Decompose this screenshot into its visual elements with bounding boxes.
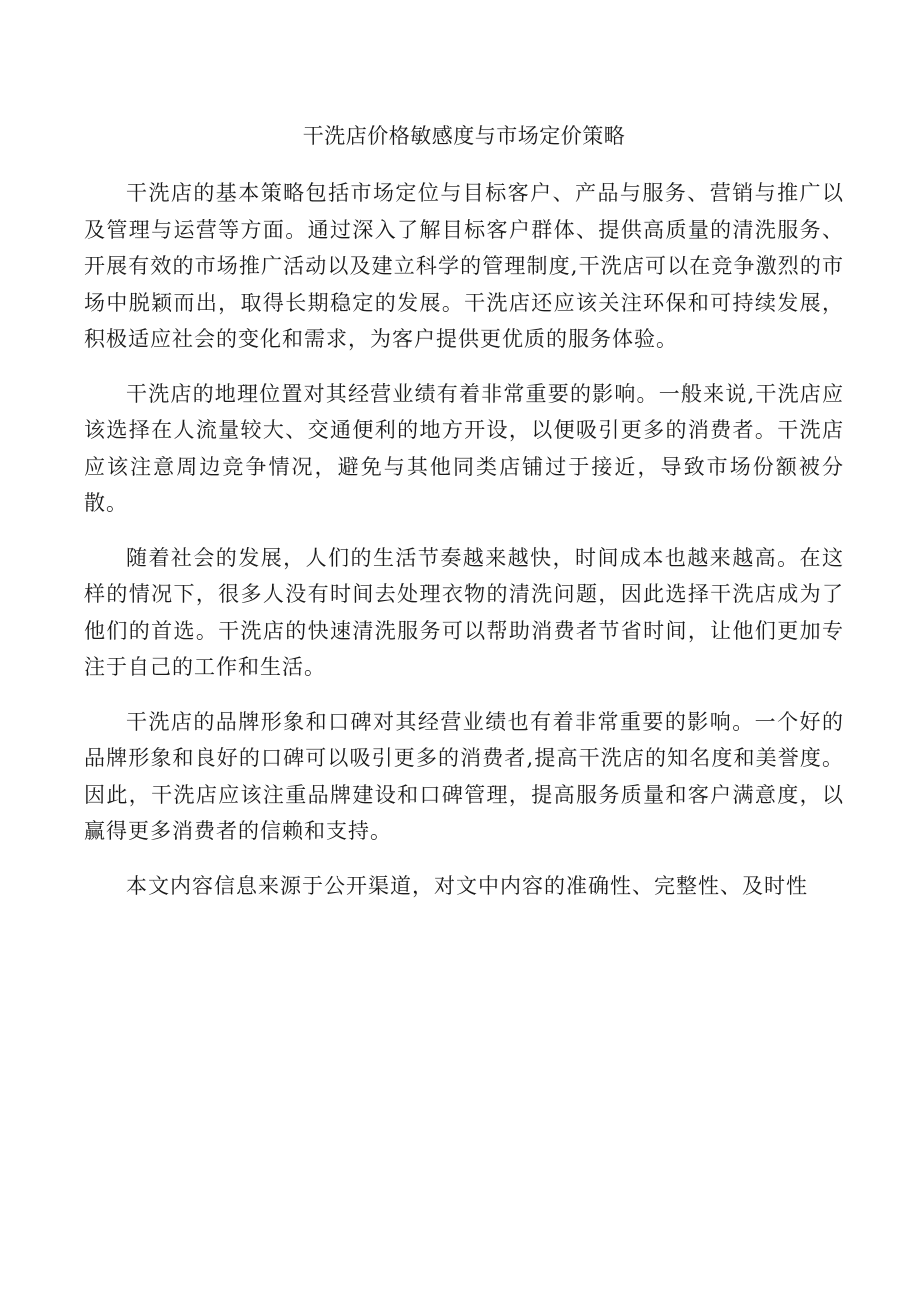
- paragraph-market-strategy: 干洗店的基本策略包括市场定位与目标客户、产品与服务、营销与推广以及管理与运营等方面。通过深入了解目标客户群体、提供高质量的清洗服务、开展有效的市场推广活动以及建立科学的管理制度,干洗店可以在竞争激烈的市场中脱颖而出，取得长期稳定的发展。干洗店还应该关注环保和可持续发展，积极适应社会的变化和需求，为客户提供更优质的服务体验。: [84, 181, 844, 351]
- document-body: [84, 175, 844, 922]
- paragraph-time-cost: 随着社会的发展，人们的生活节奏越来越快，时间成本也越来越高。在这样的情况下，很多人没有时间去处理衣物的清洗问题，因此选择干洗店成为了他们的首选。干洗店的快速清洗服务可以帮助消费者节省时间，让他们更加专注于自己的工作和生活。: [84, 545, 844, 679]
- paragraph-location: 干洗店的地理位置对其经营业绩有着非常重要的影响。一般来说,干洗店应该选择在人流量较大、交通便利的地方开设，以便吸引更多的消费者。干洗店应该注意周边竞争情况，避免与其他同类店铺过于接近，导致市场份额被分散。: [84, 381, 844, 515]
- paragraph-disclaimer: 本文内容信息来源于公开渠道，对文中内容的准确性、完整性、及时性: [126, 873, 808, 898]
- paragraph-brand-image: 干洗店的品牌形象和口碑对其经营业绩也有着非常重要的影响。一个好的品牌形象和良好的口碑可以吸引更多的消费者,提高干洗店的知名度和美誉度。因此，干洗店应该注重品牌建设和口碑管理，提高服务质量和客户满意度，以赢得更多消费者的信赖和支持。: [84, 709, 844, 843]
- document-title: 干洗店价格敏感度与市场定价策略: [302, 124, 626, 148]
